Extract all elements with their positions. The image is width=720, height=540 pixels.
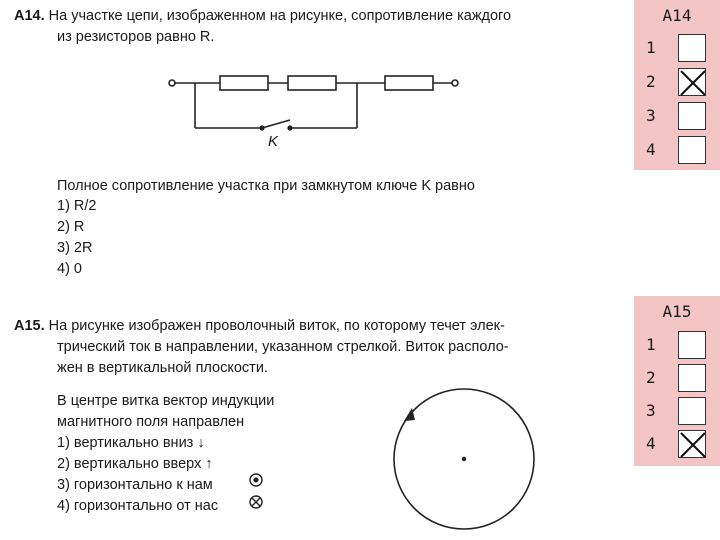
a15-option-1: 1) вертикально вниз ↓: [57, 435, 205, 451]
switch-k: [262, 120, 290, 128]
resistor-3: [385, 76, 433, 90]
current-arrow-icon: [404, 408, 415, 421]
away-from-us-icon: [250, 496, 262, 508]
answer-checkbox[interactable]: [678, 102, 706, 130]
a15-line3: жен в вертикальной плоскости.: [57, 360, 268, 376]
a15-option-3: 3) горизонтально к нам: [57, 477, 213, 493]
answer-checkbox[interactable]: [678, 136, 706, 164]
cross-mark-icon: [679, 69, 707, 97]
toward-us-icon: [250, 474, 262, 486]
answer-row-a14-3[interactable]: [646, 102, 712, 130]
resistor-1: [220, 76, 268, 90]
a15-number: А15.: [14, 318, 45, 334]
panel-title-a15: А15: [662, 302, 692, 321]
panel-title-a14: А14: [662, 6, 692, 25]
answer-label: 2: [646, 368, 656, 387]
a14-option-3: 3) 2R: [57, 240, 93, 256]
a14-line2: из резисторов равно R.: [57, 29, 215, 45]
answer-row-a14-2[interactable]: [646, 68, 712, 96]
wire-loop: [394, 389, 534, 529]
answer-label: 1: [646, 38, 656, 57]
key-label: K: [268, 133, 279, 150]
a15-line1: На рисунке изображен проволочный виток, по которому течет элек-: [48, 318, 505, 334]
a15-question-line2: магнитного поля направлен: [57, 414, 245, 430]
a14-text: [14, 6, 624, 27]
answer-checkbox-checked[interactable]: [678, 68, 706, 96]
answer-label: 4: [646, 434, 656, 453]
answer-label: 3: [646, 401, 656, 420]
a15-question-line1: В центре витка вектор индукции: [57, 393, 275, 409]
a15-option-4: 4) горизонтально от нас: [57, 498, 219, 514]
a14-option-1: 1) R/2: [57, 198, 97, 214]
a15-option-2: 2) вертикально вверх ↑: [57, 456, 213, 472]
answer-row-a15-2[interactable]: [646, 364, 712, 392]
answer-row-a15-4[interactable]: [646, 430, 712, 458]
answer-checkbox[interactable]: [678, 34, 706, 62]
answer-label: 4: [646, 140, 656, 159]
answer-row-a15-1[interactable]: [646, 331, 712, 359]
loop-center-dot: [462, 457, 466, 461]
answer-label: 3: [646, 106, 656, 125]
terminal-right: [452, 80, 458, 86]
cross-mark-icon: [679, 431, 707, 459]
terminal-left: [169, 80, 175, 86]
a15-text: [14, 316, 624, 337]
answer-checkbox[interactable]: [678, 364, 706, 392]
answer-checkbox[interactable]: [678, 397, 706, 425]
answer-checkbox[interactable]: [678, 331, 706, 359]
resistor-2: [288, 76, 336, 90]
answer-row-a14-4[interactable]: [646, 136, 712, 164]
answer-label: 1: [646, 335, 656, 354]
a14-question: Полное сопротивление участка при замкнутом ключе K равно: [57, 178, 475, 194]
a14-option-4: 4) 0: [57, 261, 82, 277]
a15-line2: трический ток в направлении, указанном стрелкой. Виток располо-: [57, 339, 509, 355]
a14-option-2: 2) R: [57, 219, 85, 235]
answer-label: 2: [646, 72, 656, 91]
answer-row-a14-1[interactable]: [646, 34, 712, 62]
a14-number: А14.: [14, 8, 45, 24]
answer-checkbox-checked[interactable]: [678, 430, 706, 458]
answer-row-a15-3[interactable]: [646, 397, 712, 425]
a14-line1: На участке цепи, изображенном на рисунке, сопротивление каждого: [48, 8, 512, 24]
